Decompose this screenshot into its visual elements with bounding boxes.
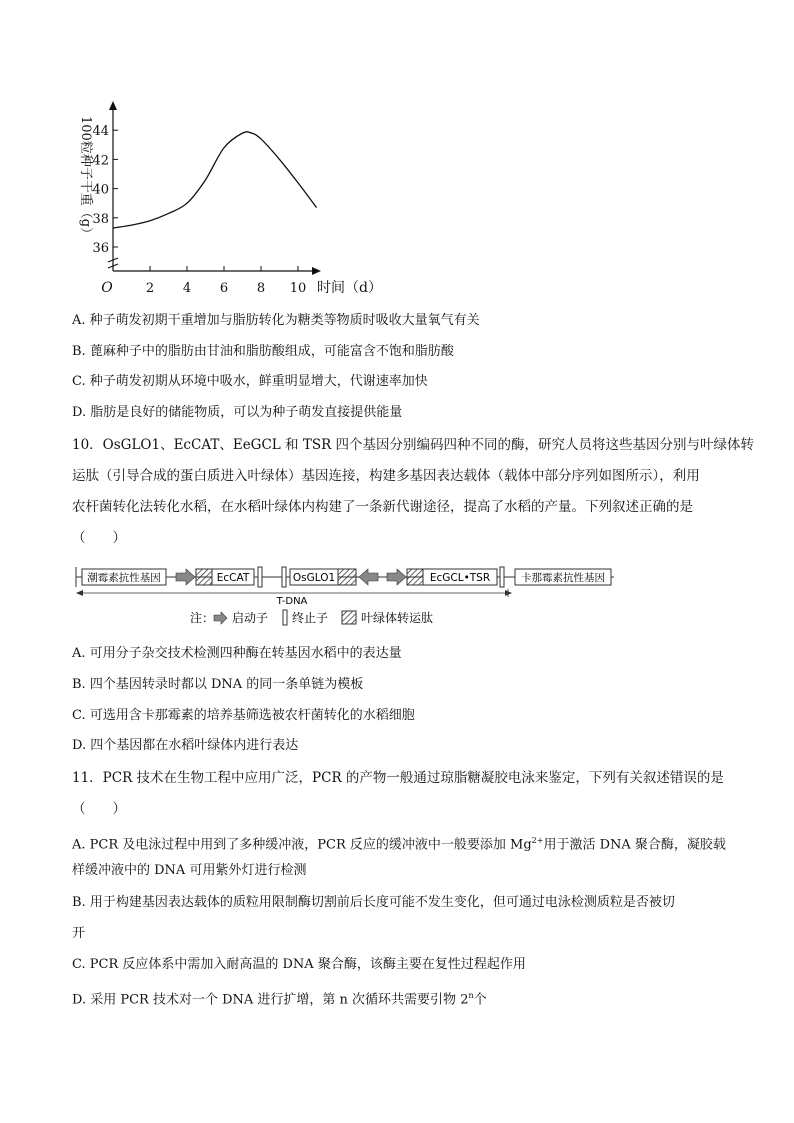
q9-option-a: A. 种子萌发初期干重增加与脂肪转化为糖类等物质时吸收大量氧气有关 — [72, 313, 480, 328]
legend-terminator-label: 终止子 — [292, 611, 329, 625]
y-tick-label: 38 — [92, 211, 109, 227]
q10-stem-line-3: 农杆菌转化法转化水稻，在水稻叶绿体内构建了一条新代谢途径，提高了水稻的产量。下列叙述正确的是 — [72, 499, 693, 515]
dry-weight-curve — [113, 132, 317, 228]
terminator-icon — [283, 610, 287, 625]
q10-option-d: D. 四个基因都在水稻叶绿体内进行表达 — [72, 738, 299, 753]
kanamycin-gene-label: 卡那霉素抗性基因 — [521, 572, 605, 584]
terminator-icon — [282, 567, 286, 587]
q11-option-c: C. PCR 反应体系中需加入耐高温的 DNA 聚合酶，该酶主要在复性过程起作用 — [72, 957, 526, 972]
promoter-arrow-icon — [214, 612, 227, 624]
q11-stem-line-1: 11．PCR 技术在生物工程中应用广泛，PCR 的产物一般通过琼脂糖凝胶电泳来鉴定，下列有关叙述错误的是 — [72, 770, 724, 786]
y-tick-label: 40 — [92, 182, 109, 198]
q10-stem-line-4: （ ） — [72, 530, 126, 546]
x-tick-label: 6 — [219, 281, 229, 296]
q11-option-b-line-2: 开 — [72, 926, 86, 941]
q11-option-d: D. 采用 PCR 技术对一个 DNA 进行扩增，第 n 次循环共需要引物 2$^n$个 — [72, 991, 487, 1008]
legend-note: 注： — [190, 611, 215, 625]
transit-peptide-box — [338, 569, 356, 585]
terminator-icon — [500, 567, 504, 587]
q10-stem-line-1: 10．OsGLO1、EcCAT、EeGCL 和 TSR 四个基因分别编码四种不同的酶，研究人员将这些基因分别与叶绿体转 — [72, 437, 755, 453]
ecgcl-tsr-label: EcGCL•TSR — [429, 572, 491, 584]
promoter-arrow-icon — [387, 569, 406, 585]
q11-option-a-line-2: 样缓冲液中的 DNA 可用紫外灯进行检测 — [72, 863, 307, 878]
terminator-icon — [258, 567, 262, 587]
y-tick-label: 36 — [92, 241, 109, 256]
transit-peptide-icon — [342, 611, 356, 624]
x-tick-label: 10 — [289, 281, 307, 296]
q10-option-c: C. 可选用含卡那霉素的培养基筛选被农杆菌转化的水稻细胞 — [72, 708, 415, 723]
promoter-arrow-icon — [176, 569, 195, 585]
x-tick-label: 8 — [256, 281, 266, 296]
q10-option-b: B. 四个基因转录时都以 DNA 的同一条单链为模板 — [72, 677, 364, 692]
q9-option-d: D. 脂肪是良好的储能物质，可以为种子萌发直接提供能量 — [72, 405, 403, 420]
x-axis-arrow-icon — [312, 267, 321, 275]
transit-peptide-box — [407, 569, 423, 585]
y-tick-label: 42 — [92, 153, 109, 169]
x-tick-label: 2 — [145, 281, 155, 296]
x-tick-label: 4 — [182, 281, 192, 296]
vector-diagram — [0, 556, 794, 636]
x-axis-label: 时间（d） — [317, 280, 382, 296]
promoter-arrow-reverse-icon — [359, 569, 378, 585]
q10-option-a: A. 可用分子杂交技术检测四种酶在转基因水稻中的表达量 — [72, 646, 402, 661]
origin-label: O — [101, 280, 113, 296]
legend-transit-label: 叶绿体转运肽 — [361, 611, 434, 625]
q9-option-c: C. 种子萌发初期从环境中吸水，鲜重明显增大，代谢速率加快 — [72, 374, 428, 389]
q9-option-b: B. 蓖麻种子中的脂肪由甘油和脂肪酸组成，可能富含不饱和脂肪酸 — [72, 344, 454, 359]
y-axis-arrow-icon — [109, 101, 117, 110]
hygromycin-gene-label: 潮霉素抗性基因 — [87, 572, 161, 584]
y-axis-label: 100粒种子干重（g） — [78, 115, 93, 241]
q10-stem-line-2: 运肽（引导合成的蛋白质进入叶绿体）基因连接，构建多基因表达载体（载体中部分序列如图所示），利用 — [72, 468, 700, 484]
legend-promoter-label: 启动子 — [232, 611, 269, 625]
eccat-label: EcCAT — [216, 572, 250, 584]
osglo1-label: OsGLO1 — [292, 572, 336, 584]
y-tick-label: 44 — [92, 124, 109, 140]
seed-weight-chart — [0, 0, 794, 300]
transit-peptide-box — [196, 569, 212, 585]
q11-stem-line-2: （ ） — [72, 801, 126, 817]
q11-option-a-line-1: A. PCR 及电泳过程中用到了多种缓冲液，PCR 反应的缓冲液中一般要添加 $Mg^{2+}$用于激活 DNA 聚合酶，凝胶载 — [72, 836, 726, 853]
tdna-label: T-DNA — [276, 596, 308, 607]
q11-option-b-line-1: B. 用于构建基因表达载体的质粒用限制酶切割前后长度可能不发生变化，但可通过电泳检测质粒是否被切 — [72, 895, 675, 910]
